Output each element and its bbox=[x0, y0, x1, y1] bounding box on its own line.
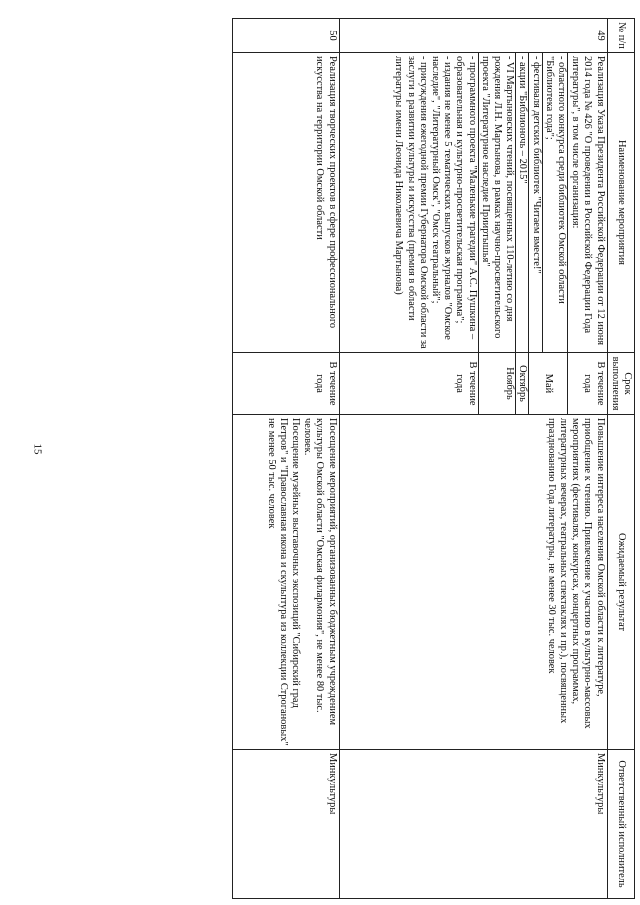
event-name: Реализация творческих проектов в сфере профессионального искусства на территории Омской области bbox=[232, 53, 339, 353]
responsible: Минкультуры bbox=[339, 750, 607, 899]
row-number: 50 bbox=[232, 19, 339, 53]
event-term: В течение года bbox=[567, 353, 607, 415]
rotated-table-container bbox=[90, 18, 635, 898]
header-responsible: Ответственный исполнитель bbox=[607, 750, 634, 899]
sub-event-name: - VI Мартыновских чтений, посвященных 110-летию со дня рождения Л.Н. Мартынова, в рамках научно-просветительского проекта "Литературное наследие Прииртышья" bbox=[478, 53, 516, 353]
sub-event-name: - программного проекта "Маленькие трагедии" А.С. Пушкина – образовательная и культурно-просветительская программа"; - издания не менее 5 тематических выпусков журналов "Омское наследие", "Литературный Омск", "Омск театральный"; - присуждения ежегодной премии Губернатора Омской области за заслуги в развитии культуры и искусства (премия в области литературы имени Леонида Николаевича Мартынова) bbox=[339, 53, 478, 353]
sub-event-name: - акции "Библионочь – 2015" bbox=[516, 53, 529, 353]
header-term: Срок выполнения bbox=[607, 353, 634, 415]
row-number: 49 bbox=[339, 19, 607, 53]
event-name: Реализация Указа Президента Российской Федерации от 12 июня 2014 года № 426 "О проведении в Российской Федерации Года литературы", в том числе организация: bbox=[567, 53, 607, 353]
sub-event-term: В течение года bbox=[339, 353, 478, 415]
table-row bbox=[567, 19, 607, 899]
sub-event-term: Ноябрь bbox=[478, 353, 516, 415]
event-term: В течение года bbox=[232, 353, 339, 415]
responsible: Минкультуры bbox=[232, 750, 339, 899]
header-row bbox=[607, 19, 634, 899]
header-result: Ожидаемый результат bbox=[607, 415, 634, 750]
table-row bbox=[232, 19, 339, 899]
page-number: 15 bbox=[31, 443, 44, 455]
sub-event-term: Октябрь bbox=[516, 353, 529, 415]
expected-result: Повышение интереса населения Омской области к литературе, приобщение к чтению. Привлечение к участию в культурно-массовых мероприятиях (фестивалях, конкурсах, концертных программах, литературных вечерах, театральных спектаклях и пр.), посвященных празднованию Года литературы, не менее 30 тыс. человек bbox=[339, 415, 607, 750]
expected-result: Посещение мероприятий, организованных бюджетным учреждением культуры Омской области "Омская филармония", не менее 80 тыс. человек. Посещение музейных выставочных экспозиций "Сибирский град Петров" и "Православная икона и скульптура из коллекции Строгановых" не менее 50 тыс. человек bbox=[232, 415, 339, 750]
events-table bbox=[232, 18, 635, 899]
header-num: № п/п bbox=[607, 19, 634, 53]
sub-event-name: - областного конкурса среди библиотек Омской области "Библиотека года"; bbox=[542, 53, 567, 353]
header-name: Наименование мероприятия bbox=[607, 53, 634, 353]
sub-event-name: - фестиваля детских библиотек "Читаем вместе!" bbox=[529, 53, 542, 353]
sub-event-term: Май bbox=[529, 353, 568, 415]
